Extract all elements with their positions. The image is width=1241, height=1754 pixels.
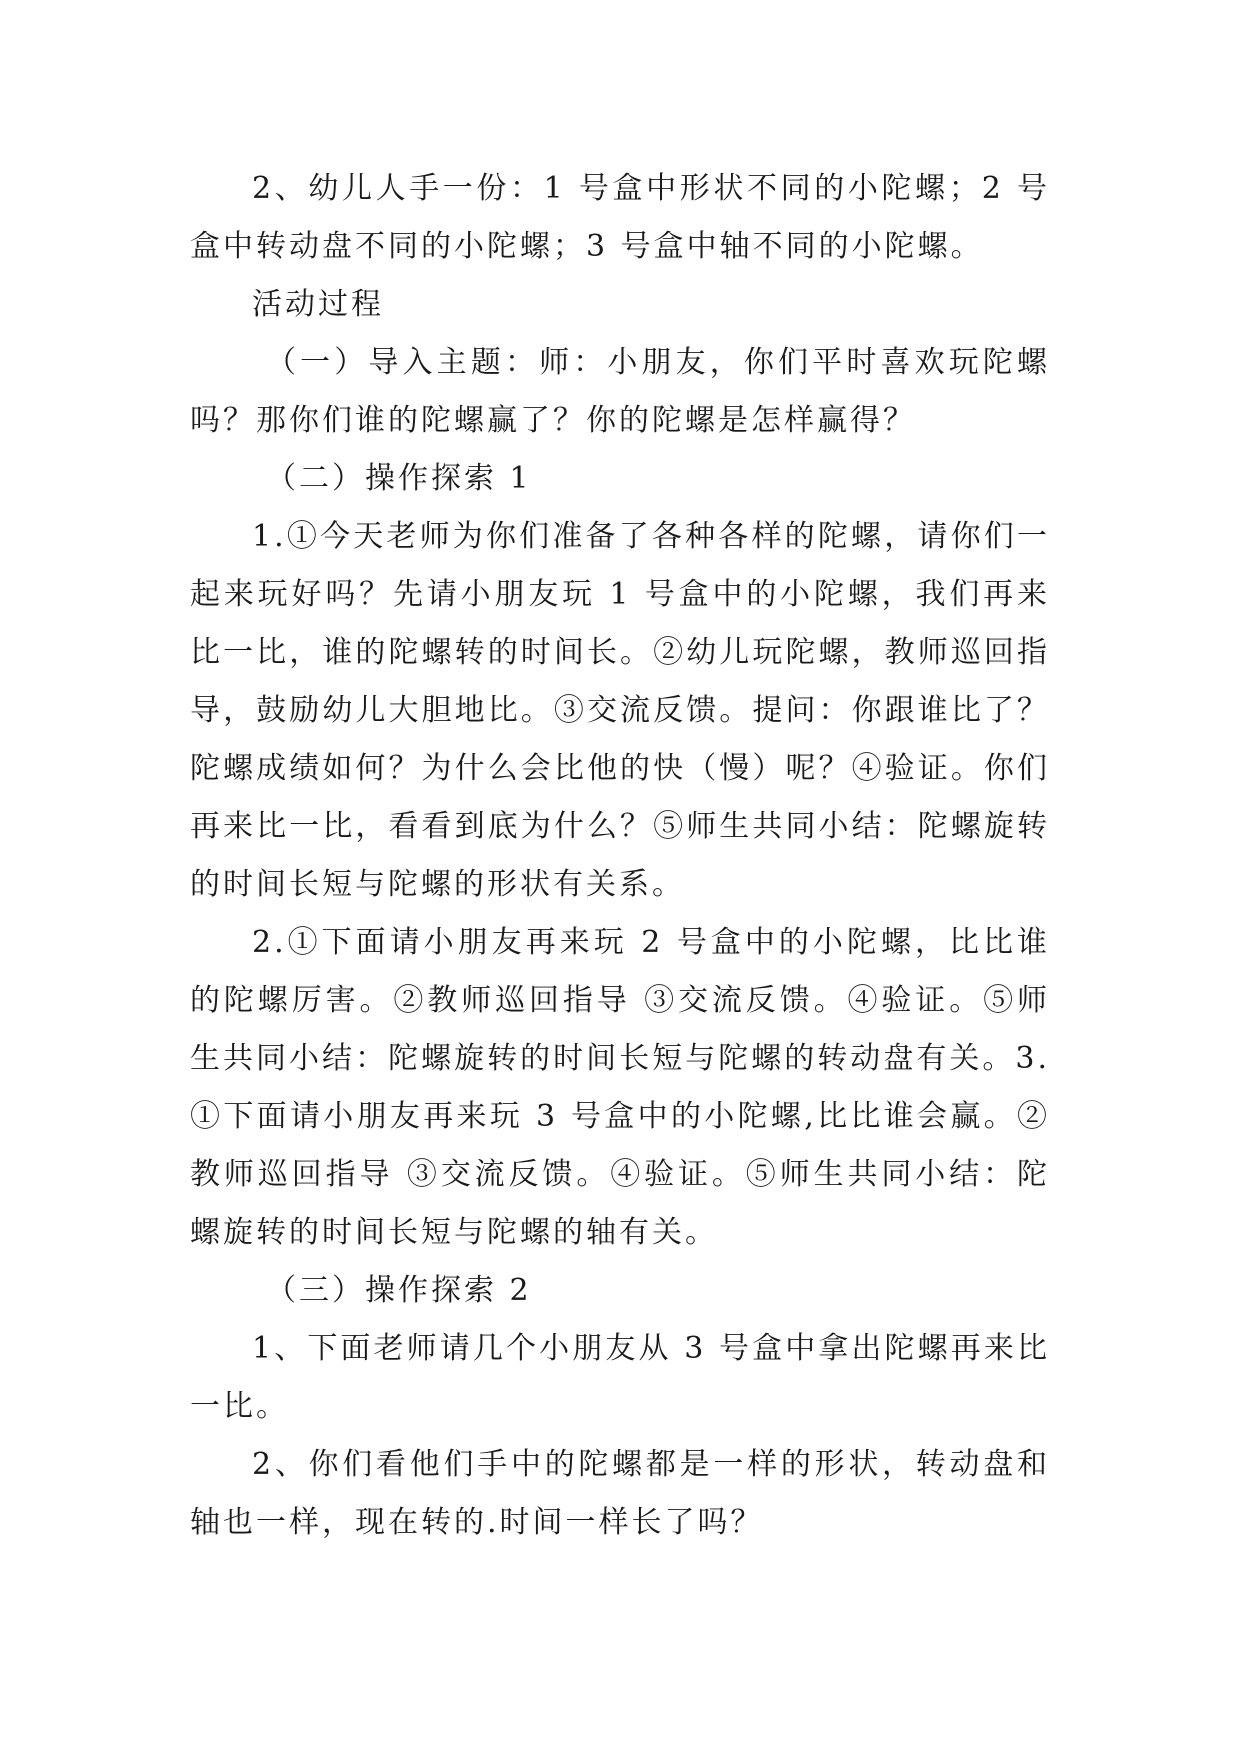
- paragraph-exploration-1-step-2-3: 2.①下面请小朋友再来玩 2 号盒中的小陀螺，比比谁的陀螺厉害。②教师巡回指导 ③交流反馈。④验证。⑤师生共同小结：陀螺旋转的时间长短与陀螺的转动盘有关。3.①下面请小朋友再来玩 3 号盒中的小陀螺,比比谁会赢。②教师巡回指导 ③交流反馈。④验证。⑤师生共同小结：陀螺旋转的时间长短与陀螺的轴有关。: [190, 925, 1050, 1250]
- paragraph-exploration-2-step-2: 2、你们看他们手中的陀螺都是一样的形状，转动盘和轴也一样，现在转的.时间一样长了吗？: [190, 1447, 1050, 1540]
- paragraph-section-1-intro: （一）导入主题：师：小朋友，你们平时喜欢玩陀螺吗？那你们谁的陀螺赢了？你的陀螺是怎样赢得？: [190, 345, 1050, 438]
- document-body: [190, 160, 1050, 1552]
- heading-activity-process: 活动过程: [252, 287, 384, 322]
- heading-section-3: （三）操作探索 2: [266, 1273, 532, 1308]
- paragraph-materials-2: 2、幼儿人手一份：1 号盒中形状不同的小陀螺；2 号盒中转动盘不同的小陀螺；3 号盒中轴不同的小陀螺。: [190, 171, 1050, 264]
- paragraph-exploration-2-step-1: 1、下面老师请几个小朋友从 3 号盒中拿出陀螺再来比一比。: [190, 1331, 1050, 1424]
- heading-section-2: （二）操作探索 1: [266, 461, 532, 496]
- paragraph-exploration-1-step-1: 1.①今天老师为你们准备了各种各样的陀螺，请你们一起来玩好吗？先请小朋友玩 1 号盒中的小陀螺，我们再来比一比，谁的陀螺转的时间长。②幼儿玩陀螺，教师巡回指导，鼓励幼儿大胆地比。③交流反馈。提问：你跟谁比了？陀螺成绩如何？为什么会比他的快（慢）呢？④验证。你们再来比一比，看看到底为什么？⑤师生共同小结：陀螺旋转的时间长短与陀螺的形状有关系。: [190, 519, 1050, 902]
